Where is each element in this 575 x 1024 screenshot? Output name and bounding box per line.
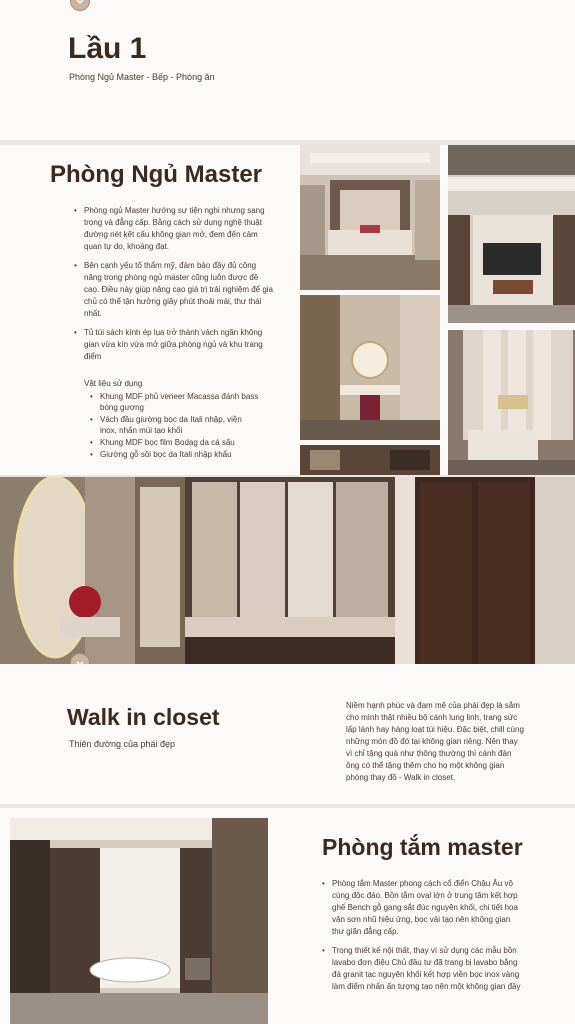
floor-title: Lầu 1 <box>68 32 147 65</box>
bullet-item: • Phòng ngủ Master hướng sự tiện nghi nhưng sang trọng và đẳng cấp. Bằng cách sử dụng nghệ thuật đường nét kết cấu không gian mở, đem đến cảm quan tự do, khoáng đạt. <box>74 205 274 253</box>
material-item: • Khung MDF phủ veneer Macassa đánh bass bóng gương <box>90 391 260 413</box>
headboard-photo <box>448 330 575 475</box>
bullet-item: • Phòng tắm Master phong cách cổ điển Châu Âu vô cùng độc đáo. Bồn tắm oval lớn ở trung tâm kết hợp ghế Bench gỗ gang sắt đúc nguyên khối, chi tiết hoa văn sơn nhũ hiệu ứng, bọc vải tạo nên không gian thư giãn đẳng cấp. <box>322 878 522 938</box>
material-item: • Khung MDF bọc film Bodag da cá sấu <box>90 437 260 448</box>
material-item: • Vách đầu giường bọc da Itali nhập, viền inox, nhấn múi tạo khối <box>90 414 260 436</box>
walk-in-closet-title: Walk in closet <box>67 704 220 730</box>
bullet-item: • Trong thiết kế nội thất, thay vì sử dụng các mẫu bồn lavabo đơn điệu Chủ đầu tư đã trang bị lavabo bằng đá granit tạc nguyên khối kết hợp viền bọc inox vàng làm điểm nhấn ấn tượng tạo nên một không gian đầy <box>322 945 522 993</box>
tv-wall-photo <box>448 145 575 323</box>
slide-walk-in-closet <box>0 664 575 804</box>
vanity-photo <box>300 295 440 440</box>
master-bathroom-title: Phòng tắm master <box>322 834 523 860</box>
chevron-down-icon[interactable] <box>70 0 90 11</box>
material-item: • Giường gỗ sồi bọc da Itali nhập khẩu <box>90 449 260 460</box>
slide-master-bathroom <box>0 808 575 1024</box>
master-bedroom-title: Phòng Ngủ Master <box>50 161 263 188</box>
floor-subtitle: Phòng Ngủ Master - Bếp - Phòng ăn <box>69 72 215 82</box>
master-bathroom-bullets <box>322 878 522 1000</box>
slide-floor-1 <box>0 0 575 140</box>
materials-title: Vật liệu sử dụng <box>84 379 143 388</box>
bullet-item: • Tủ túi sách kính ép lụa trở thành vách ngăn không gian vừa kín vừa mở giữa phòng ngủ và khu trang điểm <box>74 327 274 363</box>
bedroom-photo <box>300 145 440 290</box>
walk-in-closet-description: Niềm hạnh phúc và đam mê của phái đẹp là sắm cho mình thật nhiều bộ cánh lung linh, trang sức lấp lánh hay hàng loạt túi hiệu. Đặc biệt, chill cùng những món đồ đó tại không gian riêng. Nên thay vì chỉ tặng quà như thông thường thì cánh đàn ông có thể tặng thêm cho họ một không gian phòng thay đồ - Walk in closet. <box>346 701 524 782</box>
materials-list <box>90 391 260 461</box>
bullet-item: • Bên cạnh yếu tố thẩm mỹ, đảm bảo đầy đủ công năng trong phòng ngủ master cũng luôn được đề cao. Điều này giúp nâng cao giá trị trải nghiệm để gia chủ có thể tận hưởng giây phút thoải mái, thư thái nhất. <box>74 260 274 320</box>
master-bedroom-bullets <box>74 205 274 370</box>
detail-photo <box>300 445 440 475</box>
slide-master-bedroom <box>0 145 575 475</box>
walk-in-closet-subtitle: Thiên đường của phái đẹp <box>69 739 176 749</box>
bathroom-photo <box>10 818 268 1024</box>
walk-in-closet-banner-photo <box>0 477 575 664</box>
